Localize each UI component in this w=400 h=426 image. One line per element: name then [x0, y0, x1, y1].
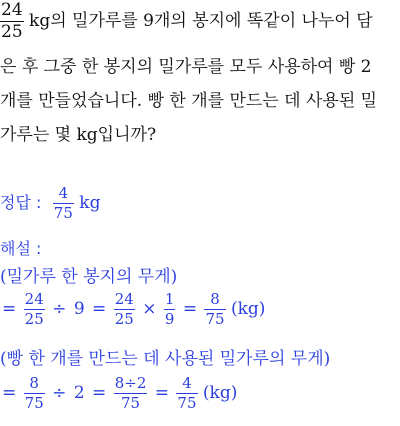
fraction-denominator: 25 — [1, 22, 23, 42]
problem-line-1 — [0, 2, 373, 41]
equals-sign: = — [182, 299, 198, 319]
answer-label: 정답 : — [0, 193, 42, 212]
equals-sign: = — [154, 383, 170, 403]
step1-equation — [0, 292, 265, 327]
divisor: 9 — [73, 299, 85, 319]
problem-line-3: 개를 만들었습니다. 빵 한 개를 만드는 데 사용된 밀 — [0, 91, 378, 111]
step1-title: (밀가루 한 봉지의 무게) — [0, 267, 178, 287]
answer-unit: kg — [79, 193, 101, 213]
answer-denominator: 75 — [53, 204, 73, 222]
times-sign: × — [142, 299, 157, 319]
fraction-denominator: 75 — [120, 394, 141, 412]
step2-fraction-a — [24, 376, 45, 411]
step1-fraction-c — [164, 292, 176, 327]
fraction-numerator: 24 — [24, 290, 44, 308]
equals-sign: = — [92, 299, 107, 319]
step2-fraction-b — [114, 376, 148, 411]
fraction-denominator: 25 — [114, 310, 134, 328]
step1-fraction-b — [114, 292, 135, 327]
step2-title: (빵 한 개를 만드는 데 사용된 밀가루의 무게) — [0, 349, 331, 369]
fraction-numerator: 24 — [114, 290, 134, 308]
step1-fraction-a — [24, 292, 45, 327]
answer-line — [0, 186, 100, 221]
fraction-denominator: 75 — [177, 394, 197, 412]
equals-sign: = — [92, 383, 107, 403]
step1-fraction-result — [204, 292, 225, 327]
explanation-label: 해설 : — [0, 239, 42, 258]
fraction-numerator: 4 — [176, 376, 197, 394]
fraction-numerator: 8÷2 — [114, 374, 147, 392]
divisor: 2 — [73, 383, 85, 403]
problem-line-1-text: kg의 밀가루를 9개의 봉지에 똑같이 나누어 담 — [29, 11, 373, 31]
fraction-denominator: 75 — [205, 310, 225, 328]
equals-sign: = — [2, 299, 17, 319]
step2-unit: (kg) — [202, 383, 238, 403]
problem-fraction — [0, 2, 24, 41]
answer-numerator: 4 — [53, 186, 74, 204]
fraction-numerator: 8 — [204, 292, 225, 310]
divide-sign: ÷ — [52, 383, 67, 403]
equals-sign: = — [2, 383, 17, 403]
divide-sign: ÷ — [52, 299, 67, 319]
fraction-numerator: 24 — [1, 0, 23, 20]
problem-line-2: 은 후 그중 한 봉지의 밀가루를 모두 사용하여 빵 2 — [0, 57, 372, 77]
step2-fraction-result — [176, 376, 197, 411]
fraction-numerator: 8 — [24, 376, 45, 394]
fraction-denominator: 9 — [164, 310, 175, 328]
fraction-numerator: 1 — [164, 290, 175, 308]
answer-fraction — [53, 186, 74, 221]
step2-equation — [0, 376, 237, 411]
fraction-denominator: 25 — [24, 310, 44, 328]
problem-line-4: 가루는 몇 kg입니까? — [0, 125, 157, 145]
fraction-denominator: 75 — [24, 394, 44, 412]
step1-unit: (kg) — [230, 299, 266, 319]
